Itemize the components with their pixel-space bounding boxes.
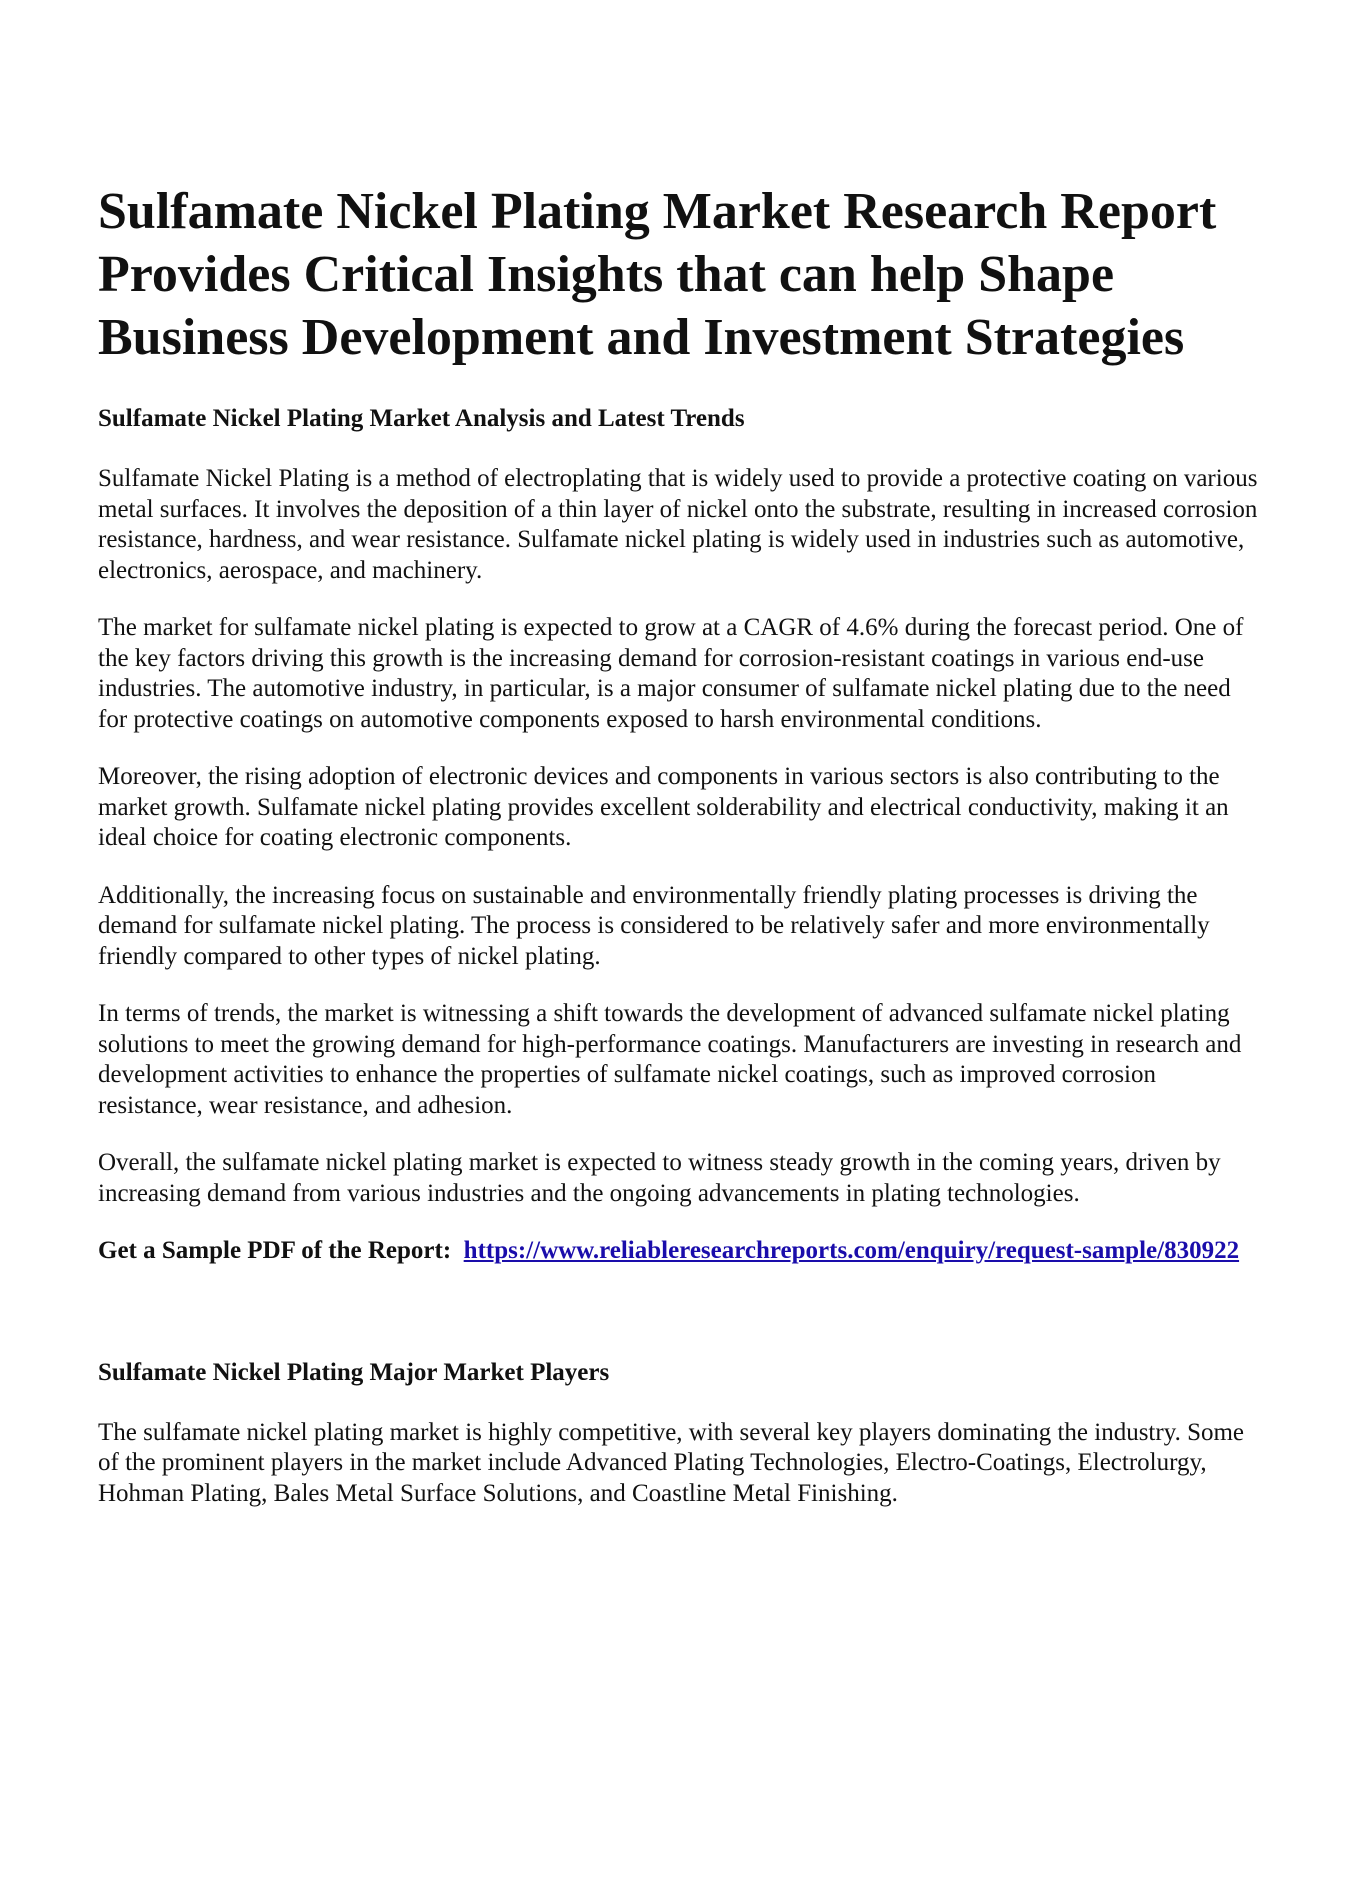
paragraph: Additionally, the increasing focus on sustainable and environmentally friendly plating processes is driving the demand for sulfamate nickel plating. The process is considered to be relatively safer and more environmentally friendly compared to other types of nickel plating. <box>98 881 1210 970</box>
page-title: Sulfamate Nickel Plating Market Research Report Provides Critical Insights that can help Shape Business Development and Investment Strategies <box>98 183 1217 366</box>
paragraph: Moreover, the rising adoption of electronic devices and components in various sectors is also contributing to the market growth. Sulfamate nickel plating provides excellent solderability and electrical conductivity, making it an ideal choice for coating electronic components. <box>98 763 1229 851</box>
sample-pdf-link[interactable]: https://www.reliableresearchreports.com/enquiry/request-sample/830922 <box>463 1237 1240 1264</box>
section-heading-players: Sulfamate Nickel Plating Major Market Players <box>98 1358 610 1386</box>
paragraph: The market for sulfamate nickel plating is expected to grow at a CAGR of 4.6% during the forecast period. One of the key factors driving this growth is the increasing demand for corrosion-resistant coatings in various end-use industries. The automotive industry, in particular, is a major consumer of sulfamate nickel plating due to the need for protective coatings on automotive components exposed to harsh environmental conditions. <box>98 614 1244 733</box>
sample-pdf-label: Get a Sample PDF of the Report: <box>98 1237 452 1264</box>
section-heading-analysis: Sulfamate Nickel Plating Market Analysis and Latest Trends <box>98 405 745 432</box>
paragraph: Sulfamate Nickel Plating is a method of electroplating that is widely used to provide a protective coating on various metal surfaces. It involves the deposition of a thin layer of nickel onto the substrate, resulting in increased corrosion resistance, hardness, and wear resistance. Sulfamate nickel plating is widely used in industries such as automotive, electronics, aerospace, and machinery. <box>98 465 1258 584</box>
paragraph: In terms of trends, the market is witnessing a shift towards the development of advanced sulfamate nickel plating solutions to meet the growing demand for high-performance coatings. Manufacturers are investing in research and development activities to enhance the properties of sulfamate nickel coatings, such as improved corrosion resistance, wear resistance, and adhesion. <box>98 1000 1242 1119</box>
paragraph: Overall, the sulfamate nickel plating market is expected to witness steady growth in the coming years, driven by increasing demand from various industries and the ongoing advancements in plating technologies. <box>98 1149 1221 1207</box>
paragraph: The sulfamate nickel plating market is highly competitive, with several key players dominating the industry. Some of the prominent players in the market include Advanced Plating Technologies, Electro-Coatings, Electrolurgy, Hohman Plating, Bales Metal Surface Solutions, and Coastline Metal Finishing. <box>98 1418 1245 1507</box>
sample-pdf-line <box>98 1236 1258 1267</box>
document-page <box>98 180 1258 1536</box>
